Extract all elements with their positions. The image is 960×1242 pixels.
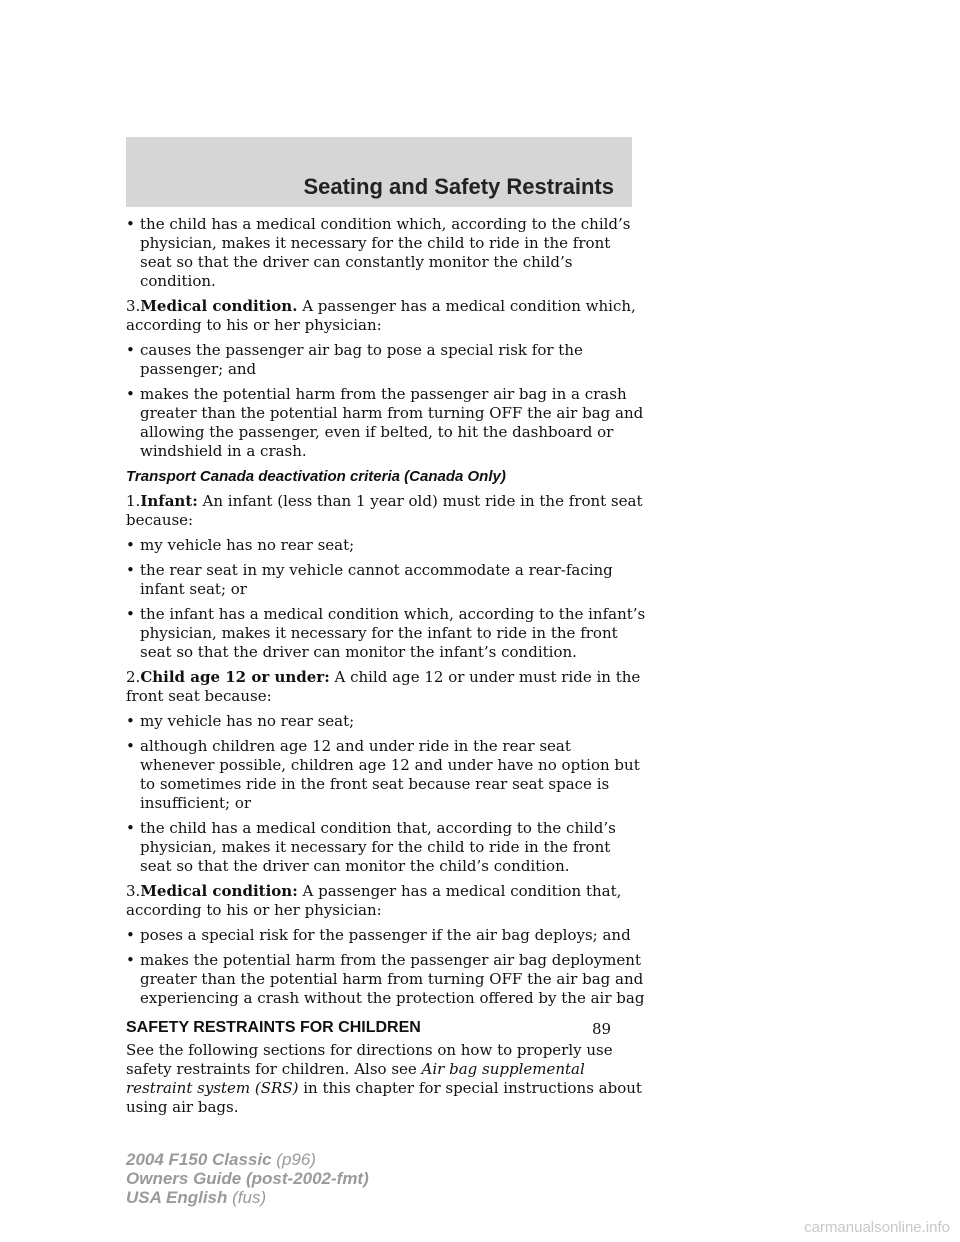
numbered-item: 1.Infant: An infant (less than 1 year old) must ride in the front seat because:: [126, 492, 643, 529]
bullet-item: • my vehicle has no rear seat;: [126, 712, 355, 730]
bullet-icon: •: [126, 712, 135, 730]
paragraph: See the following sections for directions on how to properly use safety restraints for children. Also see Air bag supplemental restraint system (SRS) in this chapter for special instructions about using air bags.: [126, 1041, 642, 1116]
bullet-icon: •: [126, 385, 135, 403]
footer-line-2: Owners Guide (post-2002-fmt): [126, 1169, 369, 1188]
bullet-icon: •: [126, 536, 135, 554]
bullet-icon: •: [126, 819, 135, 837]
numbered-item: 2.Child age 12 or under: A child age 12 or under must ride in the front seat because:: [126, 668, 641, 705]
footer-line-1: 2004 F150 Classic (p96): [126, 1150, 316, 1169]
cross-reference: Air bag supplemental restraint system (SRS): [126, 1060, 585, 1097]
bullet-item: • my vehicle has no rear seat;: [126, 536, 355, 554]
numbered-item: 3.Medical condition: A passenger has a medical condition that, according to his or her physician:: [126, 882, 622, 919]
bullet-item: • makes the potential harm from the passenger air bag in a crash greater than the potential harm from turning OFF the air bag and allowing the passenger, even if belted, to hit the dashboard or windshield in a crash.: [126, 385, 644, 460]
bullet-item: • although children age 12 and under ride in the rear seat whenever possible, children age 12 and under have no option but to sometimes ride in the front seat because rear seat space is insufficient; or: [126, 737, 640, 812]
body-text: [126, 215, 646, 1123]
watermark: carmanualsonline.info: [804, 1219, 950, 1236]
bullet-item: • the child has a medical condition that, according to the child’s physician, makes it necessary for the child to ride in the front seat so that the driver can monitor the child’s condition.: [126, 819, 616, 875]
subheading: Transport Canada deactivation criteria (Canada Only): [126, 468, 506, 485]
bullet-icon: •: [126, 737, 135, 755]
footer-info: [126, 1150, 369, 1207]
bullet-icon: •: [126, 561, 135, 579]
page-number: 89: [592, 1020, 612, 1038]
bullet-item: • poses a special risk for the passenger if the air bag deploys; and: [126, 926, 631, 944]
bullet-icon: •: [126, 215, 135, 233]
bullet-icon: •: [126, 951, 135, 969]
section-heading: SAFETY RESTRAINTS FOR CHILDREN: [126, 1019, 421, 1036]
bullet-item: • the infant has a medical condition which, according to the infant’s physician, makes it necessary for the infant to ride in the front seat so that the driver can monitor the infant’s condition.: [126, 605, 646, 661]
bullet-icon: •: [126, 926, 135, 944]
numbered-item: 3.Medical condition. A passenger has a medical condition which, according to his or her physician:: [126, 297, 636, 334]
bullet-icon: •: [126, 341, 135, 359]
bullet-item: • the child has a medical condition which, according to the child’s physician, makes it necessary for the child to ride in the front seat so that the driver can constantly monitor the child’s condition.: [126, 215, 631, 290]
section-title: Seating and Safety Restraints: [303, 174, 614, 199]
bullet-item: • the rear seat in my vehicle cannot accommodate a rear-facing infant seat; or: [126, 561, 613, 598]
bullet-item: • makes the potential harm from the passenger air bag deployment greater than the potential harm from turning OFF the air bag and experiencing a crash without the protection offered by the air bag: [126, 951, 645, 1007]
section-header: [126, 137, 632, 207]
bullet-item: • causes the passenger air bag to pose a special risk for the passenger; and: [126, 341, 583, 378]
footer-line-3: USA English (fus): [126, 1188, 267, 1207]
bullet-icon: •: [126, 605, 135, 623]
